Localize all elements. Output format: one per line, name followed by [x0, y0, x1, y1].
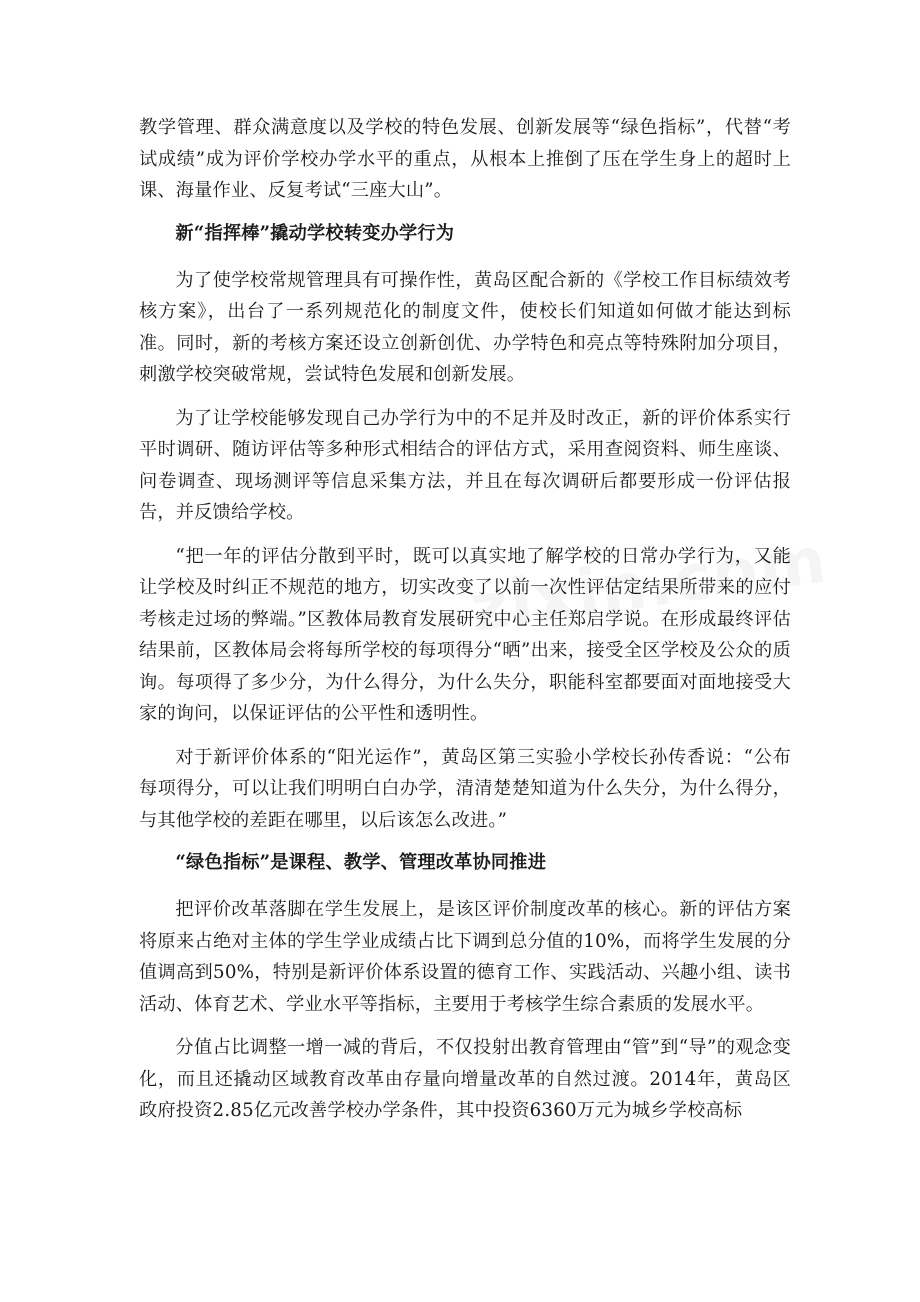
paragraph-6: 把评价改革落脚在学生发展上，是该区评价制度改革的核心。新的评估方案将原来占绝对主体的学生学业成绩占比下调到总分值的10%，而将学生发展的分值调高到50%，特别是新评价体系设置的德育工作、实践活动、兴趣小组、读书活动、体育艺术、学业水平等指标，主要用于考核学生综合素质的发展水平。 [139, 899, 791, 1015]
paragraph-1: 教学管理、群众满意度以及学校的特色发展、创新发展等“绿色指标”，代替“考试成绩”成为评价学校办学水平的重点，从根本上推倒了压在学生身上的超时上课、海量作业、反复考试“三座大山”。 [139, 117, 791, 201]
paragraph-4: “把一年的评估分散到平时，既可以真实地了解学校的日常办学行为，又能让学校及时纠正不规范的地方，切实改变了以前一次性评估定结果所带来的应付考核走过场的弊端。”区教体局教育发展研究中心主任郑启学说。在形成最终评估结果前，区教体局会将每所学校的每项得分“晒”出来，接受全区学校及公众的质询。每项得了多少分，为什么得分，为什么失分，职能科室都要面对面地接受大家的询问，以保证评估的公平性和透明性。 [139, 545, 792, 724]
document-body [139, 112, 791, 1139]
paragraph-5: 对于新评价体系的“阳光运作”，黄岛区第三实验小学校长孙传香说：“公布每项得分，可以让我们明明白白办学，清清楚楚知道为什么失分，为什么得分，与其他学校的差距在哪里，以后该怎么改进。” [139, 746, 791, 831]
section-heading-1: 新“指挥棒”撬动学校转变办学行为 [175, 222, 455, 244]
paragraph-7: 分值占比调整一增一减的背后，不仅投射出教育管理由“管”到“导”的观念变化，而且还撬动区域教育改革由存量向增量改革的自然过渡。2014年，黄岛区政府投资2.85亿元改善学校办学条件，其中投资6360万元为城乡学校高标 [139, 1037, 791, 1121]
section-heading-2: “绿色指标”是课程、教学、管理改革协同推进 [175, 852, 547, 873]
paragraph-2: 为了使学校常规管理具有可操作性，黄岛区配合新的《学校工作目标绩效考核方案》，出台了一系列规范化的制度文件，使校长们知道如何做才能达到标准。同时，新的考核方案还设立创新创优、办学特色和亮点等特殊附加分项目，刺激学校突破常规，尝试特色发展和创新发展。 [139, 269, 791, 385]
paragraph-3: 为了让学校能够发现自己办学行为中的不足并及时改正，新的评价体系实行平时调研、随访评估等多种形式相结合的评估方式，采用查阅资料、师生座谈、问卷调查、现场测评等信息采集方法，并且在每次调研后都要形成一份评估报告，并反馈给学校。 [139, 407, 791, 523]
